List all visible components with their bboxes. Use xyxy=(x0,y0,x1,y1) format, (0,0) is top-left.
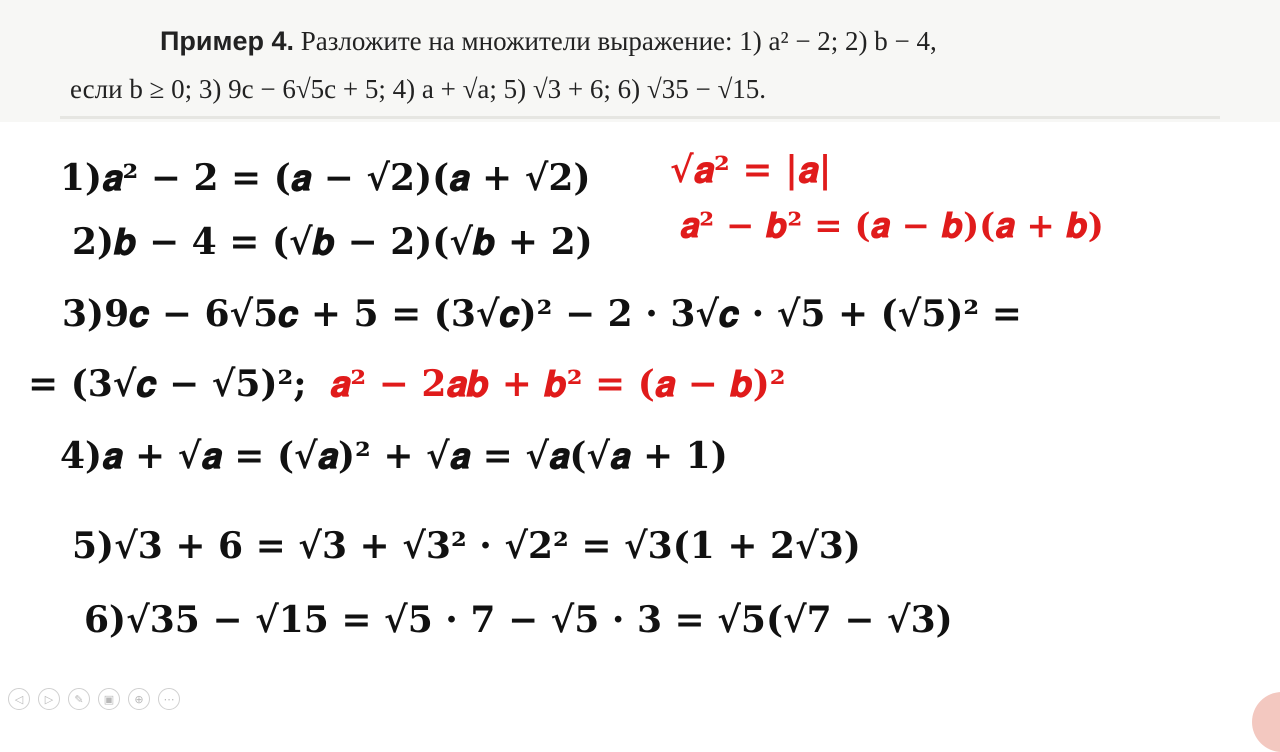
solution-2: 2)𝒃 − 4 = (√𝒃 − 2)(√𝒃 + 2) xyxy=(72,221,593,263)
header-divider xyxy=(60,116,1220,119)
slides-icon[interactable]: ▣ xyxy=(98,688,120,710)
note-abs-identity: √𝒂² = |𝒂| xyxy=(670,149,832,191)
problem-header xyxy=(0,0,1280,122)
note-difference-of-squares: 𝒂² − 𝒃² = (𝒂 − 𝒃)(𝒂 + 𝒃) xyxy=(680,206,1104,246)
solution-1: 1)𝒂² − 2 = (𝒂 − √2)(𝒂 + √2) xyxy=(60,157,591,199)
corner-decoration xyxy=(1252,692,1280,752)
problem-statement-text: Разложите на множители выражение: 1) a² − 2; 2) b − 4, xyxy=(294,26,937,56)
solution-3-continued: = (3√𝒄 − √5)²; xyxy=(28,363,307,405)
solution-5: 5)√3 + 6 = √3 + √3² · √2² = √3(1 + 2√3) xyxy=(72,525,861,567)
solution-3: 3)9𝒄 − 6√5𝒄 + 5 = (3√𝒄)² − 2 · 3√𝒄 · √5 + (√5)² = xyxy=(62,293,1022,335)
more-icon[interactable]: ⋯ xyxy=(158,688,180,710)
pen-icon[interactable]: ✎ xyxy=(68,688,90,710)
problem-statement-line-2: если b ≥ 0; 3) 9c − 6√5c + 5; 4) a + √a; 5) √3 + 6; 6) √35 − √15. xyxy=(70,74,767,104)
solution-6: 6)√35 − √15 = √5 · 7 − √5 · 3 = √5(√7 − √3) xyxy=(84,599,953,641)
zoom-icon[interactable]: ⊕ xyxy=(128,688,150,710)
note-square-of-difference: 𝒂² − 2𝒂𝒃 + 𝒃² = (𝒂 − 𝒃)² xyxy=(330,363,786,405)
next-icon[interactable]: ▷ xyxy=(38,688,60,710)
solution-4: 4)𝒂 + √𝒂 = (√𝒂)² + √𝒂 = √𝒂(√𝒂 + 1) xyxy=(60,435,728,477)
problem-statement-line-1 xyxy=(160,26,937,57)
prev-icon[interactable]: ◁ xyxy=(8,688,30,710)
problem-title: Пример 4. xyxy=(160,26,294,56)
